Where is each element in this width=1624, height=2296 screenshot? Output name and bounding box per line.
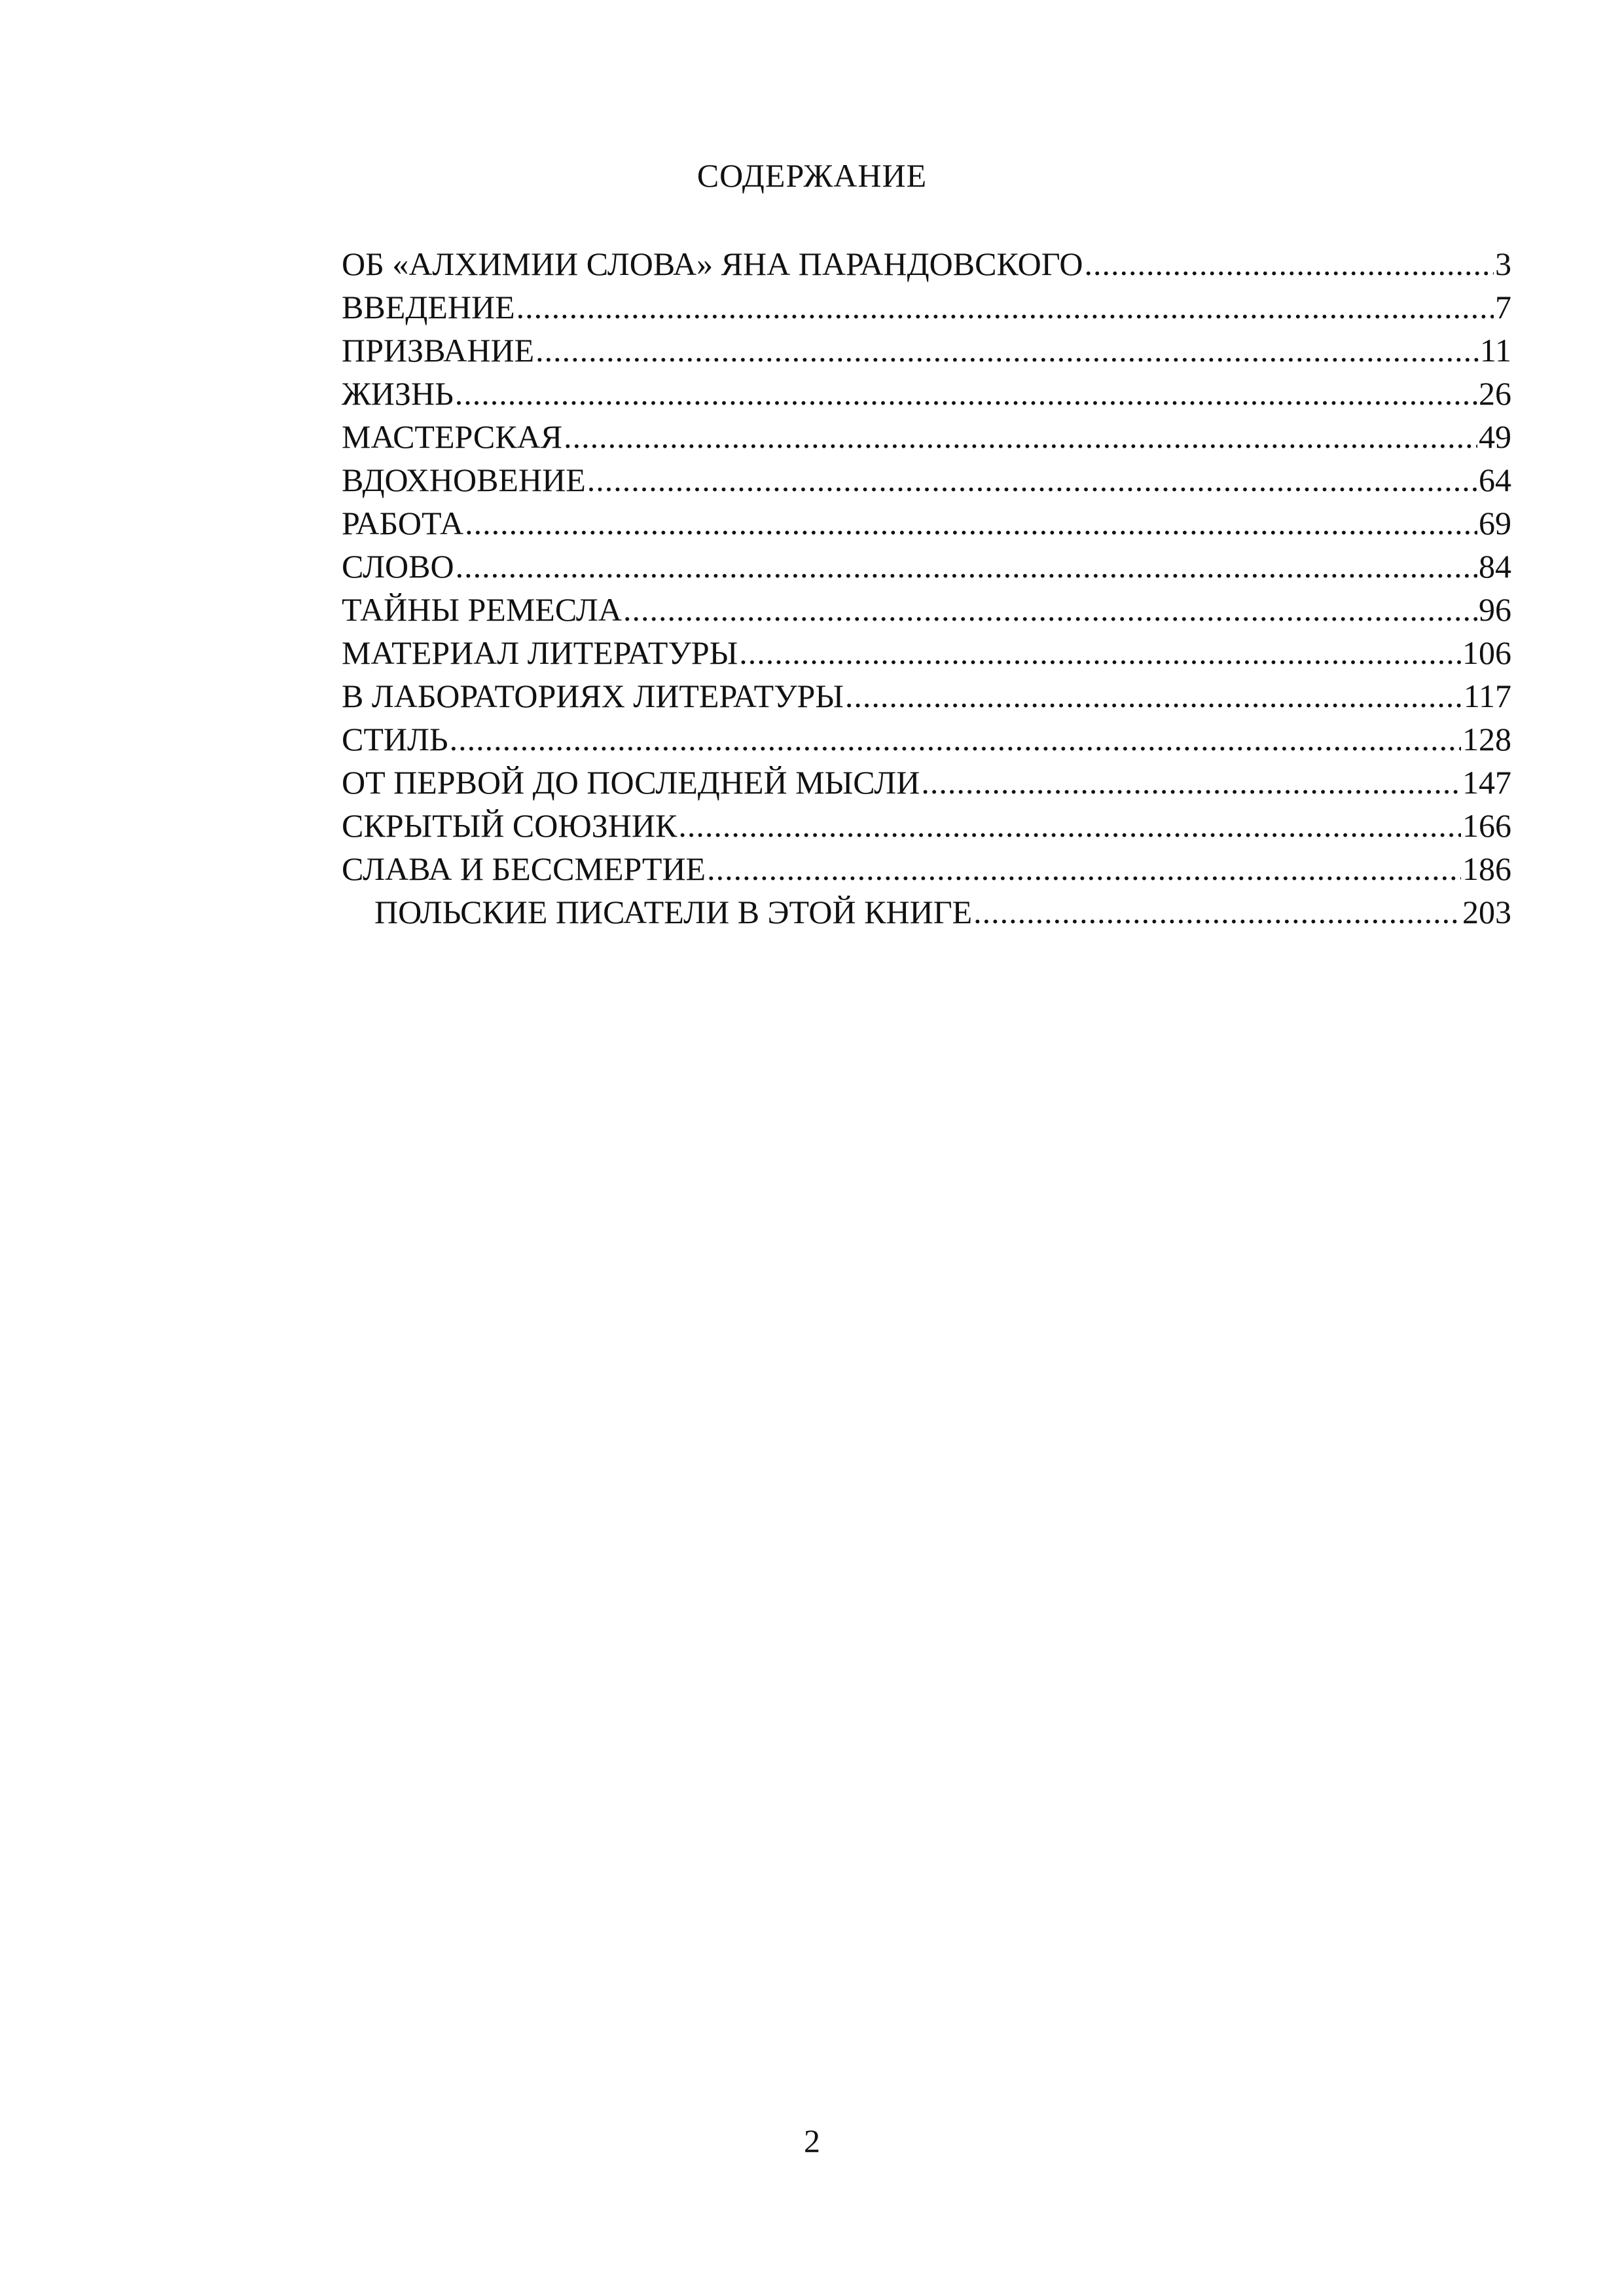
- toc-entry[interactable]: [342, 242, 1511, 285]
- toc-entry-page: 166: [1462, 807, 1511, 844]
- toc-entry-title: СЛОВО: [342, 548, 454, 585]
- toc-entry[interactable]: [342, 329, 1511, 372]
- dot-leader: [535, 329, 1479, 372]
- dot-leader: [465, 501, 1477, 545]
- toc-entry-title: ЖИЗНЬ: [342, 375, 454, 412]
- toc-entry[interactable]: [342, 501, 1511, 545]
- toc-entry-title: ОБ «АЛХИМИИ СЛОВА» ЯНА ПАРАНДОВСКОГО: [342, 246, 1083, 282]
- toc-entry-page: 96: [1479, 591, 1511, 628]
- toc-entry-page: 117: [1463, 678, 1511, 714]
- dot-leader: [455, 372, 1477, 415]
- dot-leader: [845, 674, 1462, 718]
- toc-entry[interactable]: [342, 847, 1511, 890]
- dot-leader: [1084, 242, 1494, 285]
- toc-entry[interactable]: [342, 631, 1511, 674]
- toc-entry-title: ПОЛЬСКИЕ ПИСАТЕЛИ В ЭТОЙ КНИГЕ: [374, 894, 973, 930]
- toc-entry-page: 128: [1462, 721, 1511, 757]
- toc-entry[interactable]: [342, 804, 1511, 847]
- dot-leader: [456, 545, 1477, 588]
- toc-entry-page: 186: [1462, 850, 1511, 887]
- toc-entry-page: 26: [1479, 375, 1511, 412]
- toc-entry-page: 147: [1462, 764, 1511, 801]
- toc-entry-page: 49: [1479, 418, 1511, 455]
- toc-entry[interactable]: [342, 285, 1511, 329]
- toc-entry[interactable]: [342, 545, 1511, 588]
- toc-entry[interactable]: [342, 458, 1511, 501]
- toc-entry-page: 11: [1479, 332, 1511, 369]
- toc-entry-title: В ЛАБОРАТОРИЯХ ЛИТЕРАТУРЫ: [342, 678, 844, 714]
- toc-entry-title: МАТЕРИАЛ ЛИТЕРАТУРЫ: [342, 634, 738, 671]
- toc-entry-title: СКРЫТЫЙ СОЮЗНИК: [342, 807, 677, 844]
- toc-entry-appendix[interactable]: [342, 890, 1511, 934]
- page-title: СОДЕРЖАНИЕ: [696, 157, 928, 194]
- dot-leader: [564, 415, 1477, 458]
- toc-entry-title: МАСТЕРСКАЯ: [342, 418, 563, 455]
- toc-entry-page: 64: [1479, 462, 1511, 498]
- dot-leader: [921, 761, 1461, 804]
- toc-entry-title: ВДОХНОВЕНИЕ: [342, 462, 586, 498]
- toc-entry[interactable]: [342, 761, 1511, 804]
- dot-leader: [516, 285, 1494, 329]
- toc-entry[interactable]: [342, 372, 1511, 415]
- toc-entry-page: 203: [1462, 894, 1511, 930]
- toc-entry[interactable]: [342, 415, 1511, 458]
- toc-entry-title: СТИЛЬ: [342, 721, 448, 757]
- dot-leader: [707, 847, 1461, 890]
- toc-entry-title: ПРИЗВАНИЕ: [342, 332, 535, 369]
- toc-entry[interactable]: [342, 718, 1511, 761]
- dot-leader: [450, 718, 1461, 761]
- dot-leader: [623, 588, 1477, 631]
- toc-entry-page: 106: [1462, 634, 1511, 671]
- toc-entry-page: 84: [1479, 548, 1511, 585]
- toc-entry-page: 7: [1495, 289, 1511, 325]
- toc-entry-title: РАБОТА: [342, 505, 464, 541]
- toc-entry[interactable]: [342, 674, 1511, 718]
- dot-leader: [973, 890, 1461, 934]
- page-number: 2: [804, 2123, 820, 2159]
- dot-leader: [739, 631, 1461, 674]
- toc-entry-title: ТАЙНЫ РЕМЕСЛА: [342, 591, 622, 628]
- toc-entry[interactable]: [342, 588, 1511, 631]
- dot-leader: [587, 458, 1477, 501]
- toc-entry-page: 69: [1479, 505, 1511, 541]
- toc-entry-page: 3: [1495, 246, 1511, 282]
- toc-entry-title: ВВЕДЕНИЕ: [342, 289, 515, 325]
- toc-entry-title: СЛАВА И БЕССМЕРТИЕ: [342, 850, 706, 887]
- dot-leader: [678, 804, 1461, 847]
- table-of-contents: [342, 242, 1511, 934]
- toc-entry-title: ОТ ПЕРВОЙ ДО ПОСЛЕДНЕЙ МЫСЛИ: [342, 764, 920, 801]
